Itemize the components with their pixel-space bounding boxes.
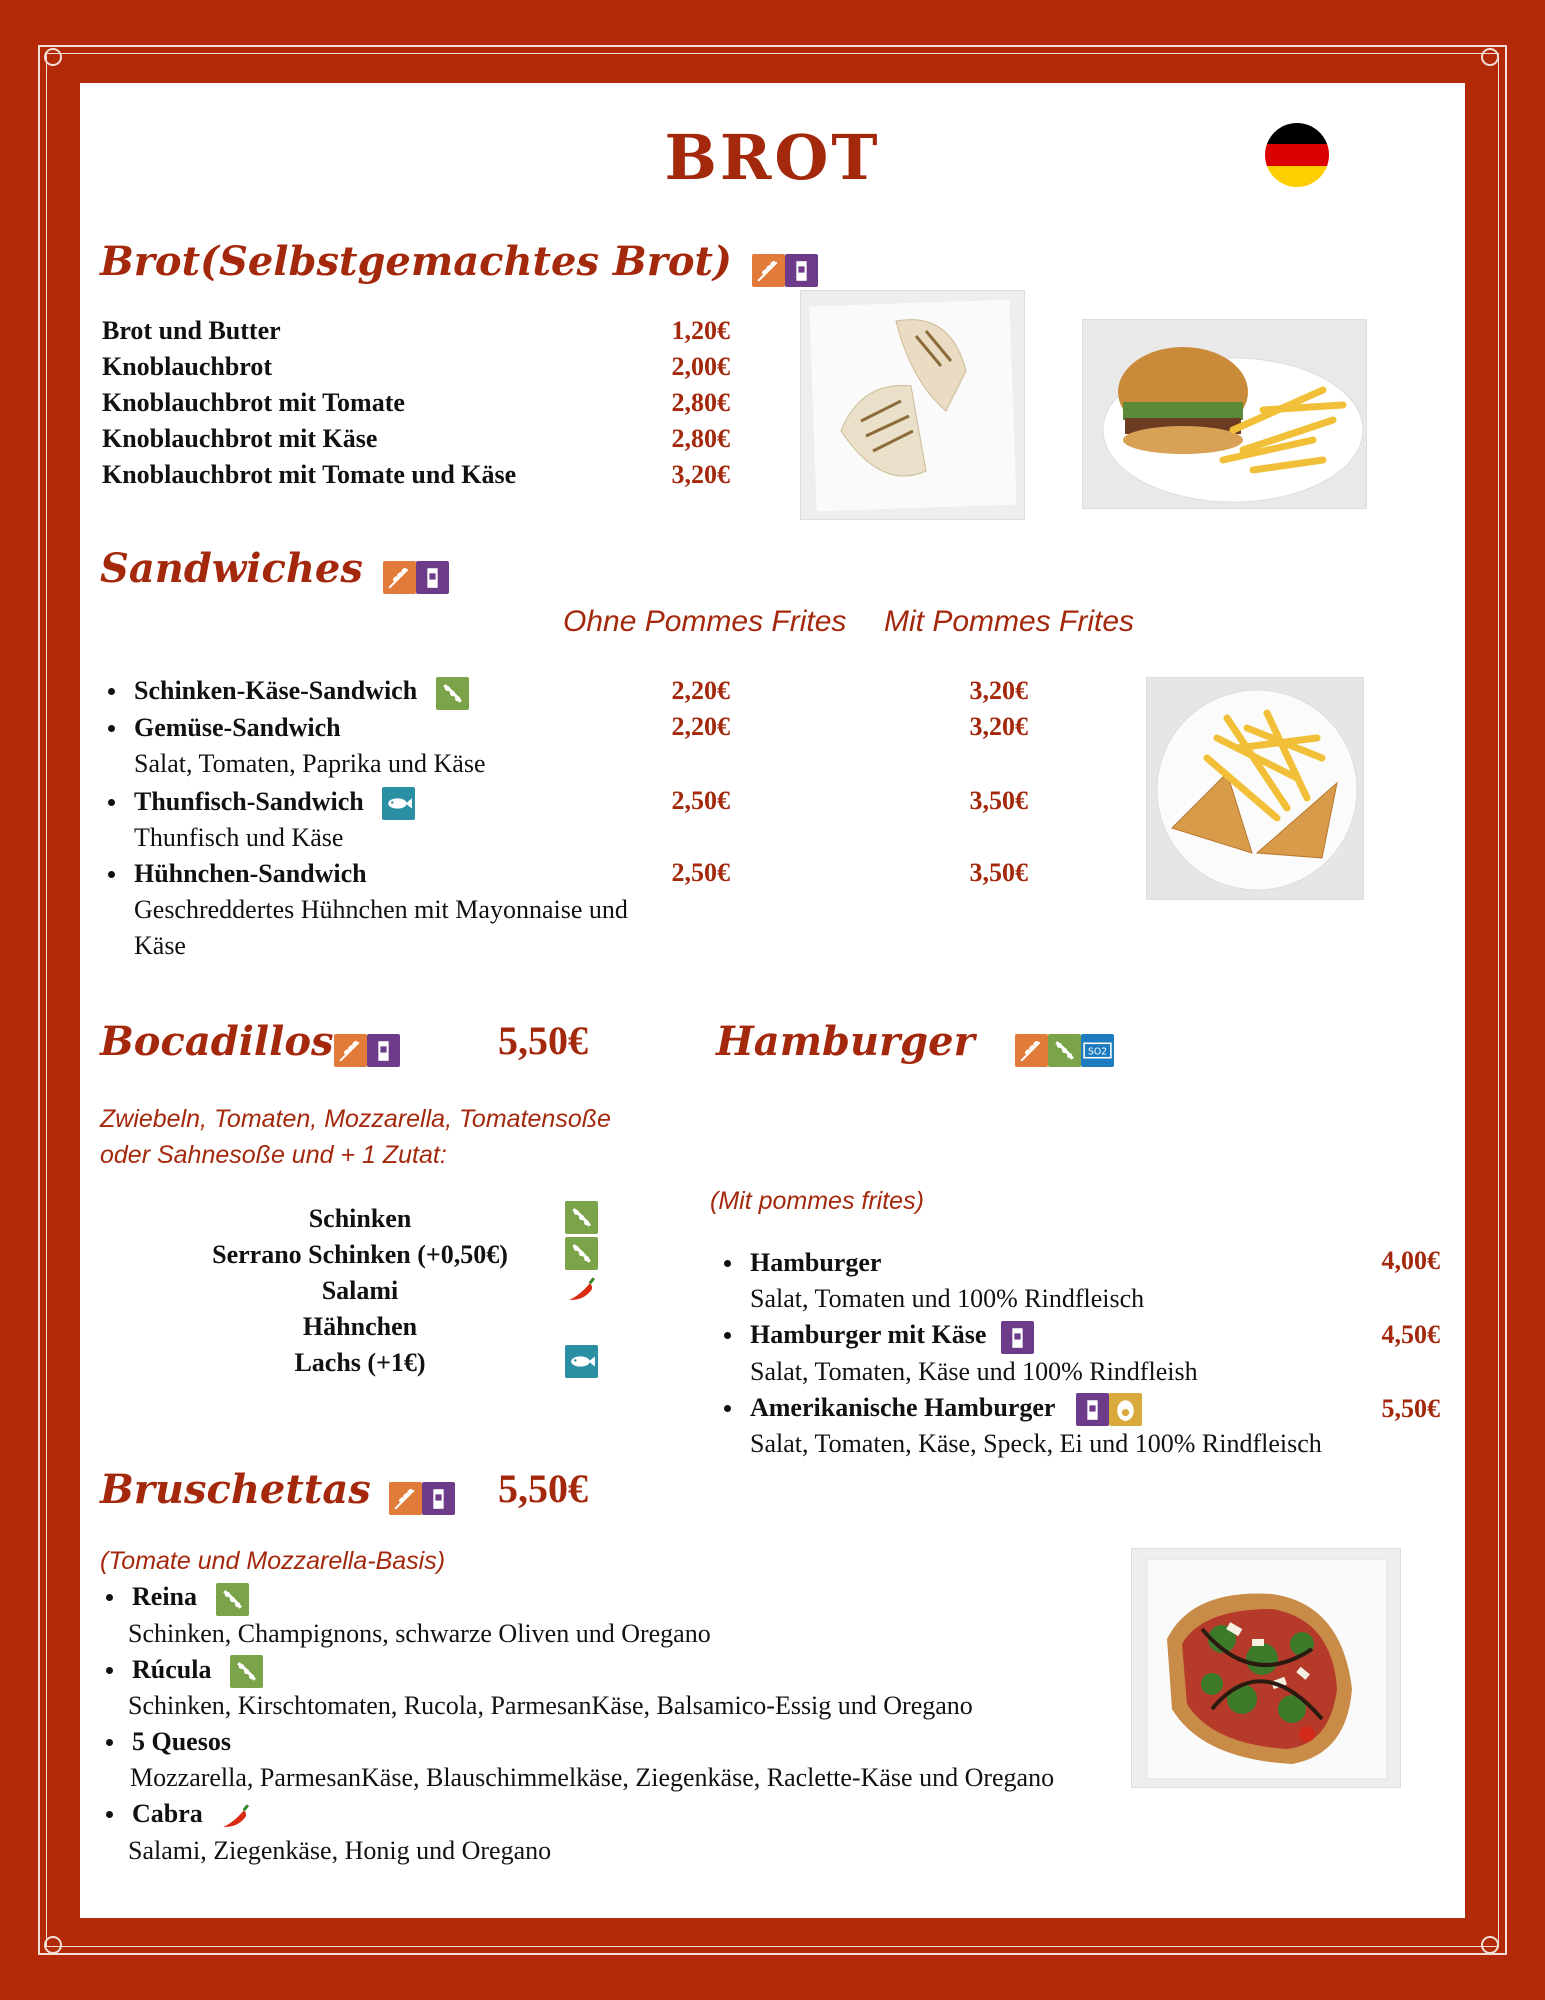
item-price: 5,50€ <box>1381 1394 1440 1423</box>
item-price: 2,00€ <box>671 352 730 381</box>
item-price: 4,00€ <box>1381 1246 1440 1275</box>
milk-icon <box>785 254 818 287</box>
soy-icon <box>1048 1034 1081 1067</box>
item-price: 2,20€ <box>671 676 730 705</box>
bocadillos-price: 5,50€ <box>498 1018 588 1063</box>
bocadillos-section-header <box>100 1018 400 1067</box>
bruschettas-list <box>100 1579 1100 1869</box>
wheat-icon <box>383 561 416 594</box>
item-price: 3,20€ <box>671 460 730 489</box>
option-item: Serrano Schinken (+0,50€) <box>212 1240 508 1269</box>
wheat-icon <box>752 254 785 287</box>
item-description: Salat, Tomaten und 100% Rindfleisch <box>750 1284 1145 1313</box>
item-price: 4,50€ <box>1381 1320 1440 1349</box>
list-item: 5 Quesos <box>100 1724 1100 1760</box>
list-item: Knoblauchbrot <box>102 352 273 381</box>
brot-section-title: Brot(Selbstgemachtes Brot) <box>100 238 732 285</box>
soy-icon <box>230 1655 263 1688</box>
sandwiches-prices-without <box>640 673 730 891</box>
list-item: Knoblauchbrot mit Tomate <box>102 388 405 417</box>
item-description: Mozzarella, ParmesanKäse, Blauschimmelkäse, Ziegenkäse, Raclette-Käse und Oregano <box>130 1763 1055 1793</box>
wheat-icon <box>1015 1034 1048 1067</box>
wheat-icon <box>334 1034 367 1067</box>
item-price: 3,50€ <box>969 786 1028 815</box>
chili-icon <box>565 1273 598 1306</box>
sandwiches-section-header <box>100 545 449 594</box>
column-header-without-fries: Ohne Pommes Frites <box>563 605 847 638</box>
sandwiches-section-title: Sandwiches <box>100 545 363 592</box>
page-title: BROT <box>664 121 881 194</box>
bruschettas-price: 5,50€ <box>498 1466 588 1511</box>
bocadillos-section-title: Bocadillos <box>100 1018 334 1065</box>
item-price: 2,20€ <box>671 712 730 741</box>
bruschettas-note: (Tomate und Mozzarella-Basis) <box>100 1547 446 1575</box>
list-item: Hamburger <box>718 1245 1358 1281</box>
fish-icon <box>382 787 415 820</box>
hamburger-list <box>718 1245 1358 1462</box>
item-name: Cabra <box>132 1799 203 1829</box>
sandwiches-list <box>102 673 662 964</box>
soy-icon <box>216 1583 249 1616</box>
chili-icon <box>219 1800 252 1833</box>
item-price: 3,50€ <box>969 858 1028 887</box>
bruschetta-photo <box>1131 1548 1401 1788</box>
option-item: Salami <box>321 1276 399 1305</box>
item-price: 3,20€ <box>969 676 1028 705</box>
milk-icon <box>367 1034 400 1067</box>
brot-prices <box>640 313 730 493</box>
list-item: Knoblauchbrot mit Käse <box>102 424 378 453</box>
item-description: Salat, Tomaten, Käse und 100% Rindfleish <box>750 1356 1198 1386</box>
soy-icon <box>565 1201 598 1234</box>
list-item: Gemüse-Sandwich <box>102 710 662 746</box>
item-description: Geschreddertes Hühnchen mit Mayonnaise und Käse <box>134 895 628 961</box>
bocadillos-option-icons <box>565 1201 605 1381</box>
item-description: Salami, Ziegenkäse, Honig und Oregano <box>128 1835 552 1865</box>
item-price: 1,20€ <box>671 316 730 345</box>
item-description: Thunfisch und Käse <box>134 823 344 853</box>
corner-ornament <box>1481 1936 1499 1954</box>
wheat-icon <box>389 1482 422 1515</box>
bruschettas-section-header <box>100 1466 455 1515</box>
hamburger-prices <box>1340 1243 1440 1427</box>
list-item <box>718 1390 1358 1427</box>
hamburger-note: (Mit pommes frites) <box>710 1187 924 1215</box>
milk-icon <box>422 1482 455 1515</box>
sulphites-icon <box>1081 1034 1114 1067</box>
list-item <box>100 1579 1100 1616</box>
milk-icon <box>1001 1321 1034 1354</box>
egg-icon <box>1109 1393 1142 1426</box>
hamburger-section-title: Hamburger <box>716 1018 975 1065</box>
option-item: Lachs (+1€) <box>294 1348 426 1377</box>
milk-icon <box>416 561 449 594</box>
item-name: Reina <box>132 1582 197 1611</box>
list-item <box>100 1652 1100 1689</box>
corner-ornament <box>44 1936 62 1954</box>
column-header-with-fries: Mit Pommes Frites <box>884 605 1135 638</box>
item-price: 2,80€ <box>671 388 730 417</box>
milk-icon <box>1076 1393 1109 1426</box>
sandwiches-prices-with <box>938 673 1028 891</box>
item-name: Thunfisch-Sandwich <box>134 786 364 816</box>
bocadillos-note: Zwiebeln, Tomaten, Mozzarella, Tomatensoße oder Sahnesoße und + 1 Zutat: <box>100 1105 611 1169</box>
option-item: Hähnchen <box>302 1312 418 1341</box>
fish-icon <box>565 1345 598 1378</box>
item-description: Salat, Tomaten, Käse, Speck, Ei und 100% Rindfleisch <box>750 1429 1322 1459</box>
bruschettas-section-title: Bruschettas <box>100 1466 371 1513</box>
so2-label: SO2 <box>1087 1046 1107 1058</box>
brot-section-header <box>100 238 818 287</box>
list-item: Brot und Butter <box>102 316 281 345</box>
item-name: Rúcula <box>132 1654 212 1684</box>
list-item <box>718 1317 1358 1354</box>
item-description: Schinken, Champignons, schwarze Oliven und Oregano <box>128 1618 711 1648</box>
bocadillos-options <box>180 1201 540 1381</box>
item-description: Salat, Tomaten, Paprika und Käse <box>134 748 486 778</box>
sandwich-fries-photo <box>1146 677 1364 900</box>
list-item <box>102 673 662 710</box>
list-item <box>100 1796 1100 1833</box>
list-item: Hühnchen-Sandwich <box>102 856 662 892</box>
list-item: Knoblauchbrot mit Tomate und Käse <box>102 460 517 489</box>
item-price: 2,80€ <box>671 424 730 453</box>
item-description: Schinken, Kirschtomaten, Rucola, ParmesanKäse, Balsamico-Essig und Oregano <box>128 1691 973 1721</box>
list-item <box>102 784 662 821</box>
item-name: Amerikanische Hamburger <box>750 1392 1055 1422</box>
hamburger-section-header <box>716 1018 1114 1067</box>
item-name: Schinken-Käse-Sandwich <box>134 676 418 705</box>
item-price: 2,50€ <box>671 858 730 887</box>
flatbread-photo <box>800 290 1025 520</box>
burger-photo <box>1082 319 1367 509</box>
german-flag-icon[interactable] <box>1265 123 1329 187</box>
item-price: 2,50€ <box>671 786 730 815</box>
item-price: 3,20€ <box>969 712 1028 741</box>
corner-ornament <box>44 48 62 66</box>
soy-icon <box>565 1237 598 1270</box>
brot-items <box>102 313 522 493</box>
corner-ornament <box>1481 48 1499 66</box>
item-name: Hamburger mit Käse <box>750 1320 987 1349</box>
menu-page <box>80 83 1465 1918</box>
soy-icon <box>436 677 469 710</box>
option-item: Schinken <box>308 1204 412 1233</box>
